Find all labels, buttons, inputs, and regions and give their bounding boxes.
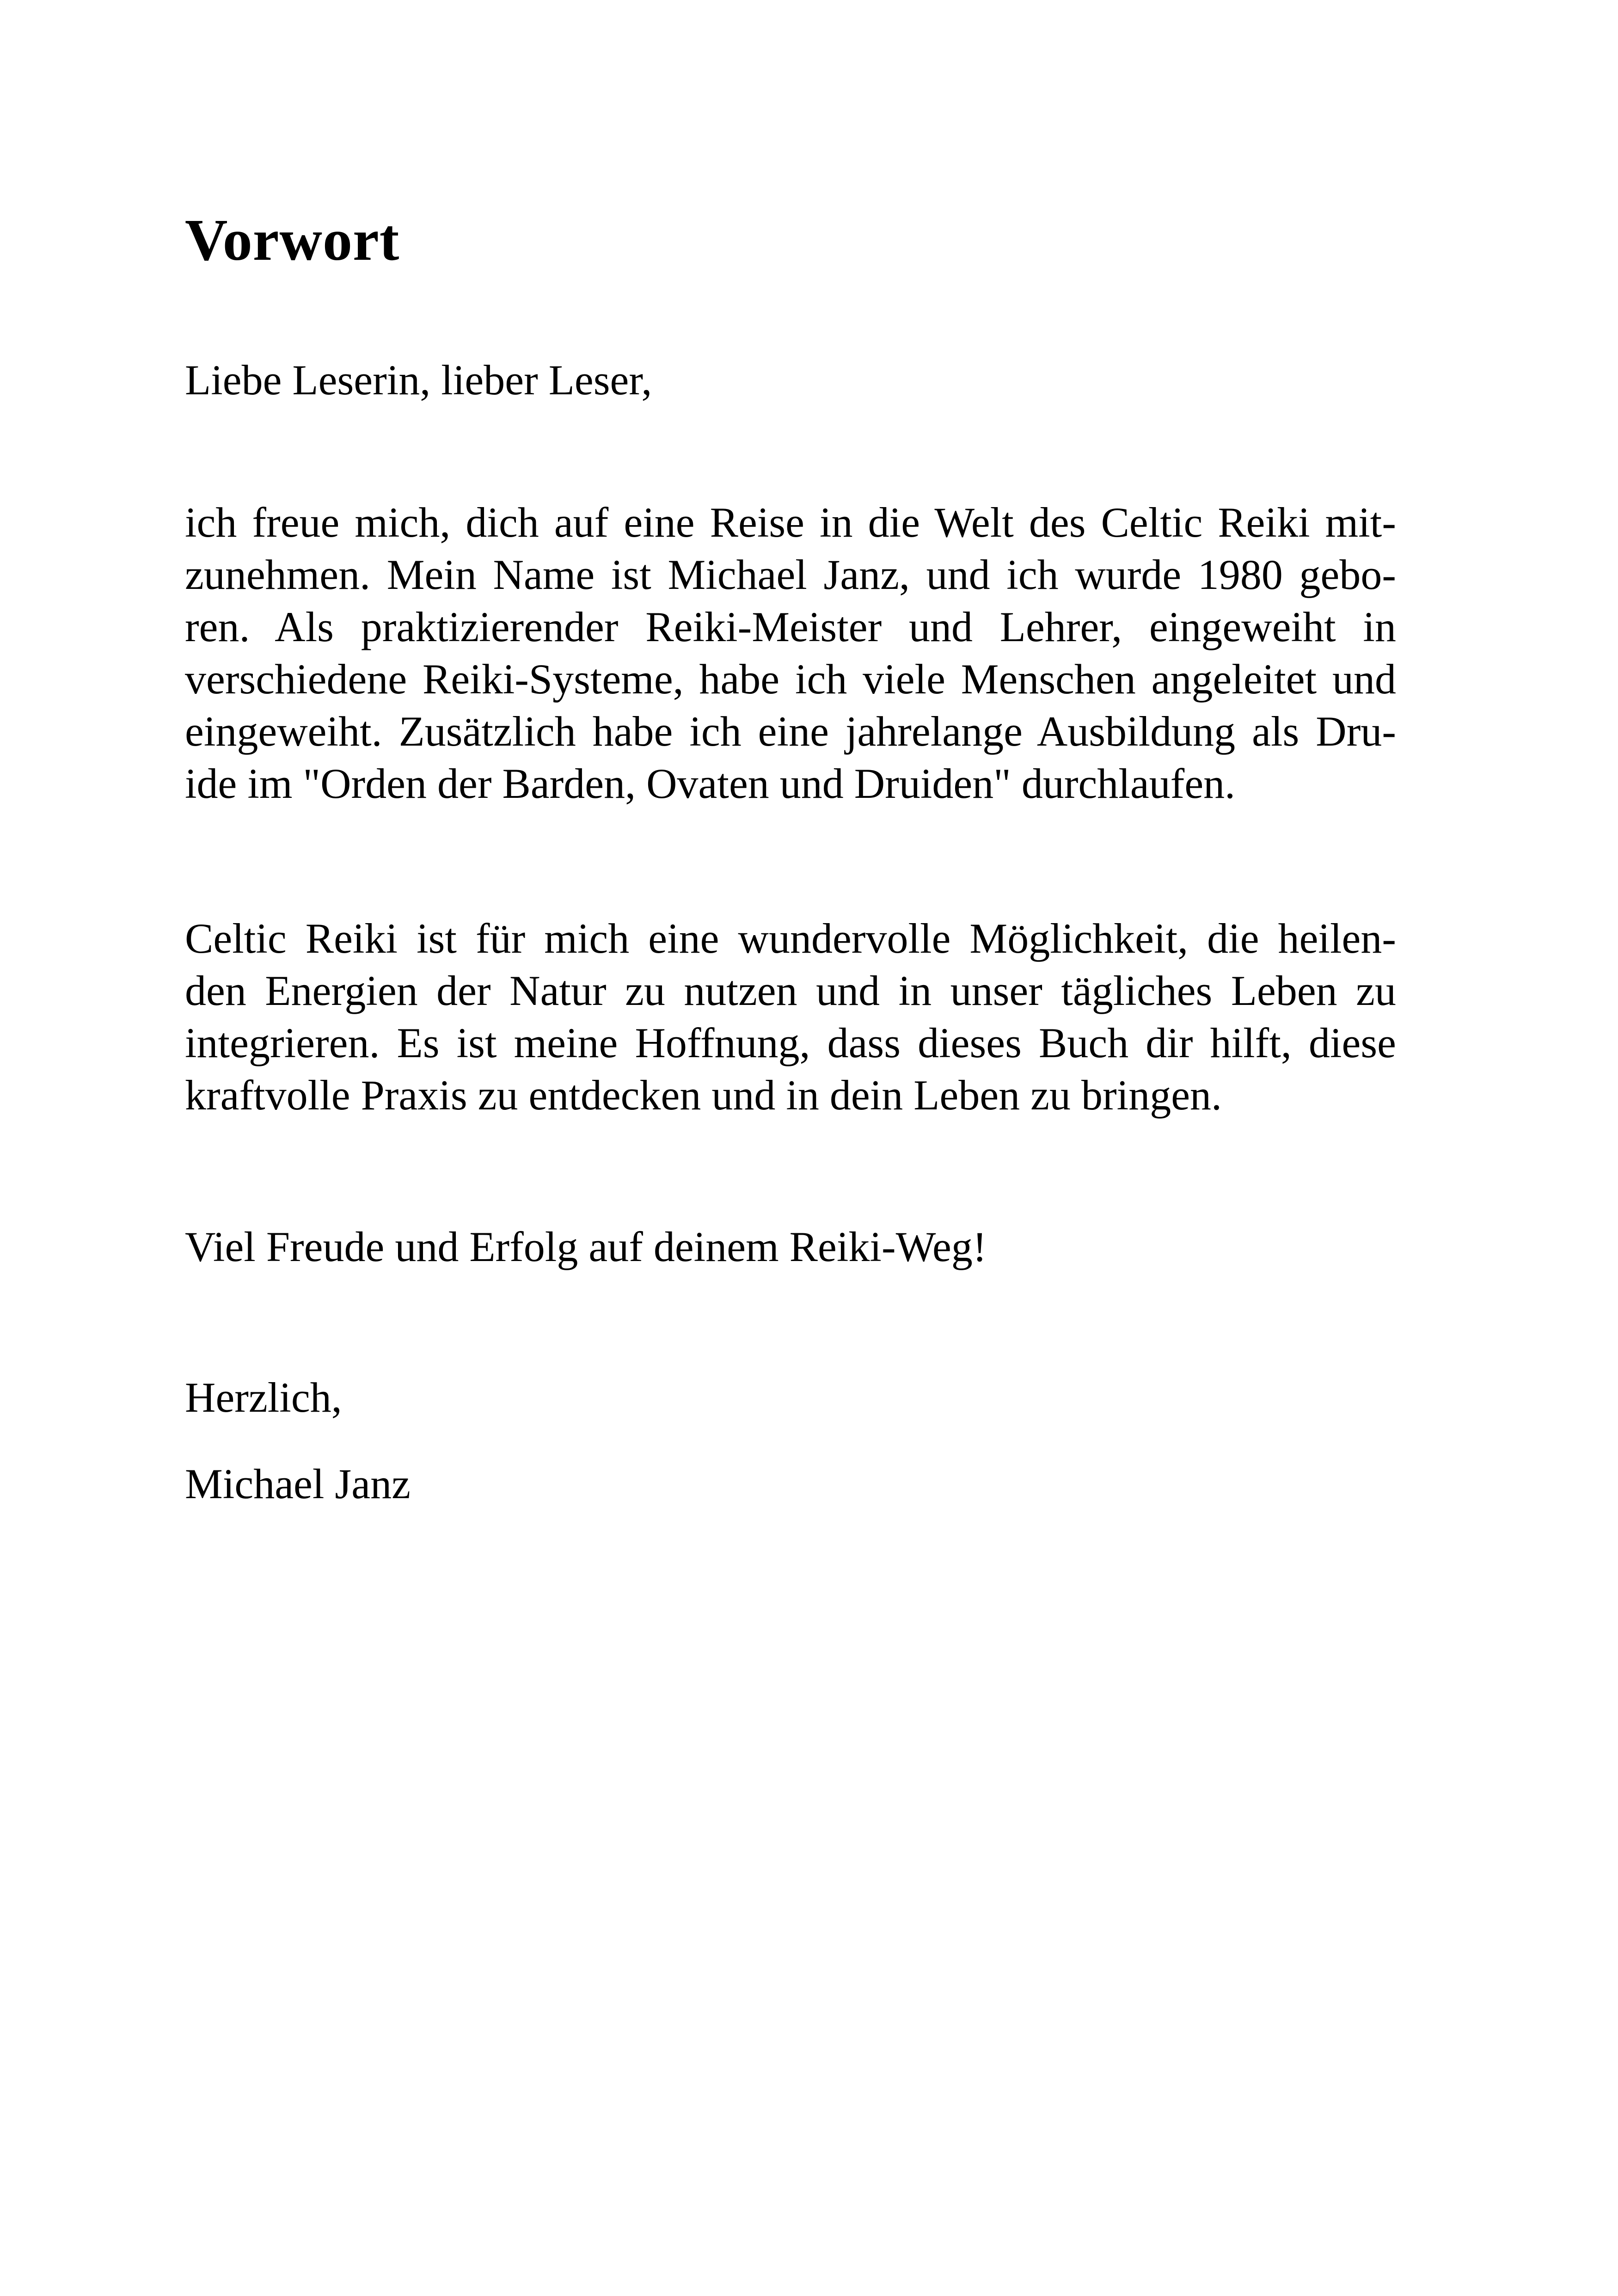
paragraph-line: ren. Als praktizierender Reiki-Meister und Lehrer, eingeweiht in: [185, 603, 1396, 650]
paragraph-line: den Energien der Natur zu nutzen und in unser tägliches Leben zu: [185, 967, 1396, 1014]
salutation-line: Liebe Leserin, lieber Leser,: [185, 356, 652, 404]
paragraph-1: [185, 496, 1396, 810]
closing-line: Herzlich,: [185, 1373, 342, 1421]
paragraph-line: kraftvolle Praxis zu entdecken und in dein Leben zu bringen.: [185, 1071, 1222, 1119]
paragraph-line: ide im "Orden der Barden, Ovaten und Druiden" durchlaufen.: [185, 759, 1236, 807]
signature-line: Michael Janz: [185, 1460, 411, 1507]
wish-line: Viel Freude und Erfolg auf deinem Reiki-Weg!: [185, 1223, 987, 1270]
paragraph-line: eingeweiht. Zusätzlich habe ich eine jahrelange Ausbildung als Dru-: [185, 707, 1396, 755]
paragraph-line: zunehmen. Mein Name ist Michael Janz, und ich wurde 1980 gebo-: [185, 551, 1396, 598]
paragraph-line: integrieren. Es ist meine Hoffnung, dass dieses Buch dir hilft, diese: [185, 1019, 1396, 1066]
page-title: Vorwort: [185, 207, 400, 273]
paragraph-line: Celtic Reiki ist für mich eine wundervolle Möglichkeit, die heilen-: [185, 914, 1396, 962]
paragraph-line: verschiedene Reiki-Systeme, habe ich viele Menschen angeleitet und: [185, 655, 1396, 703]
paragraph-line: ich freue mich, dich auf eine Reise in die Welt des Celtic Reiki mit-: [185, 498, 1396, 546]
paragraph-2: [185, 912, 1396, 1121]
